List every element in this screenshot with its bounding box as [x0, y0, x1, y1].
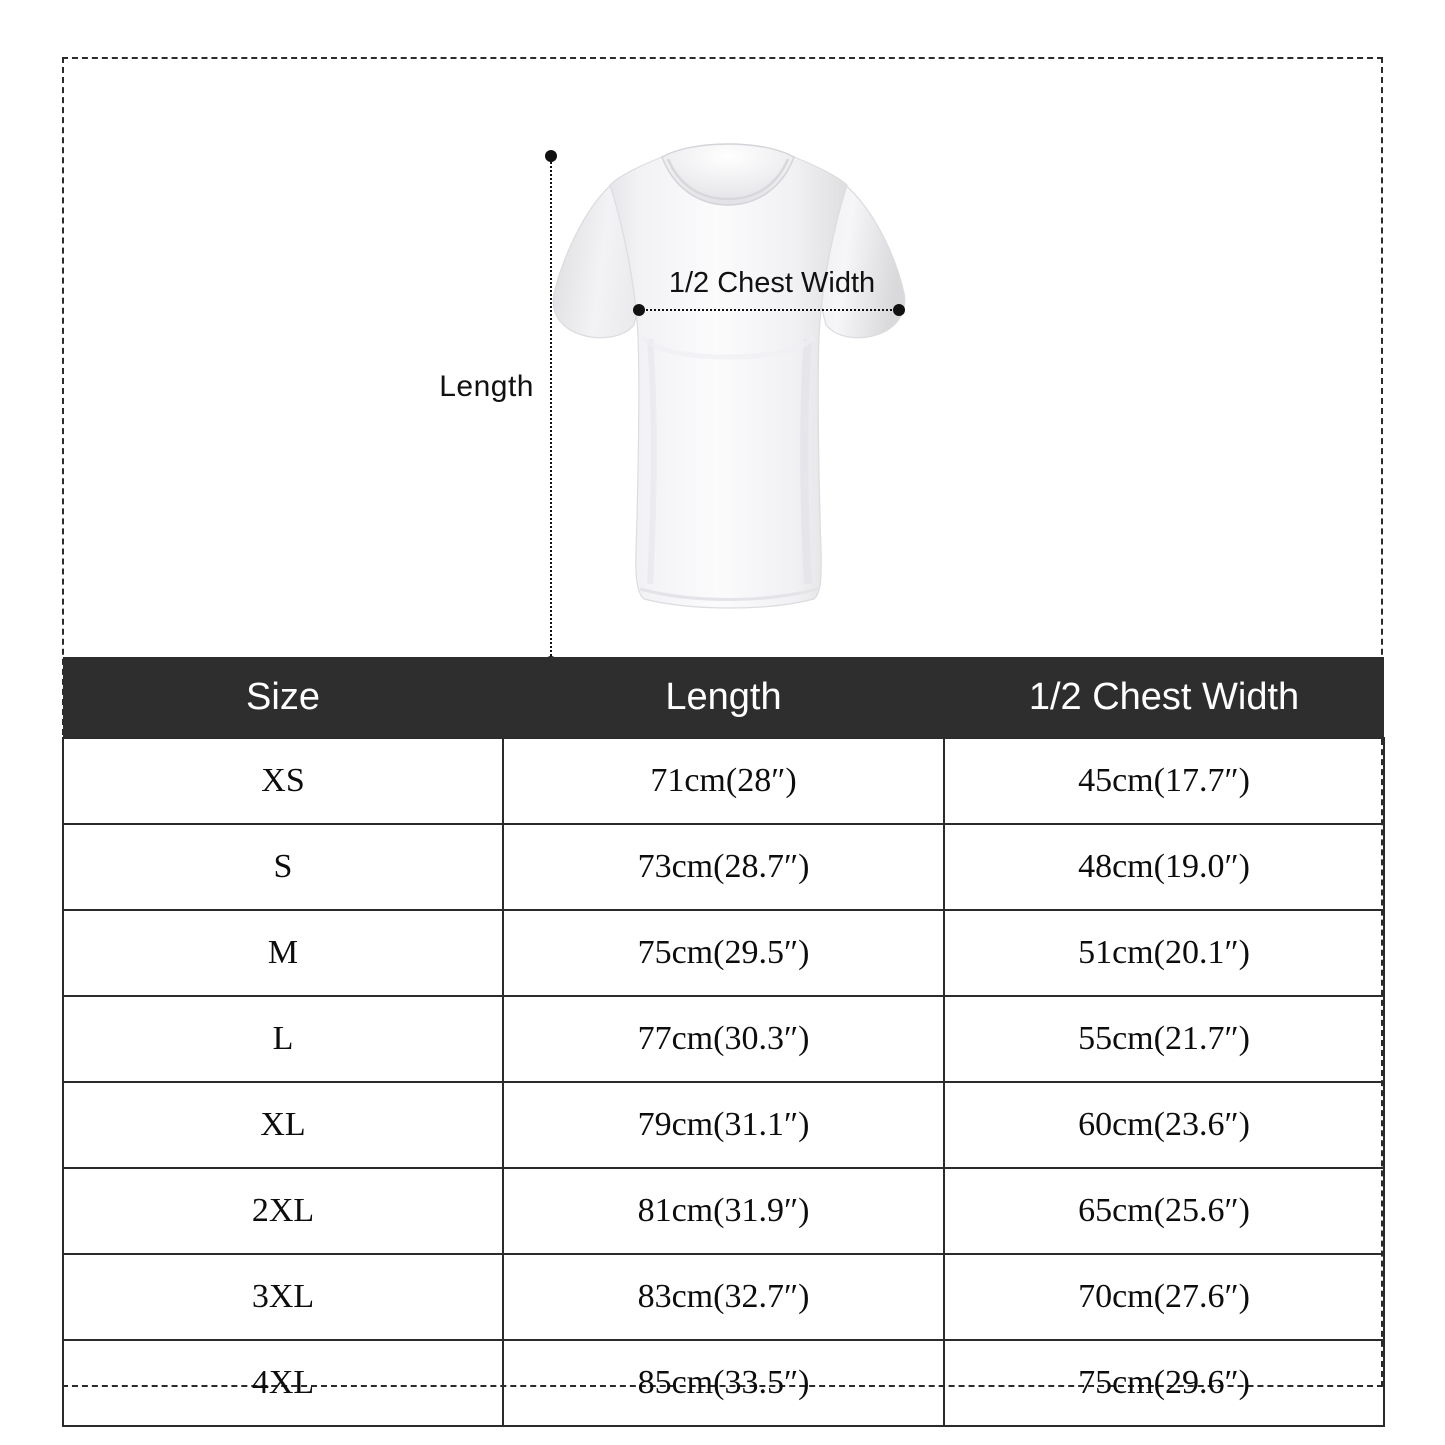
cell-size: L — [63, 996, 503, 1082]
header-chest-width: 1/2 Chest Width — [944, 657, 1384, 738]
cell-chest-width: 70cm(27.6″) — [944, 1254, 1384, 1340]
header-length: Length — [503, 657, 944, 738]
tshirt-illustration — [492, 89, 962, 624]
table-row — [63, 910, 1384, 996]
table-row — [63, 824, 1384, 910]
cell-chest-width: 75cm(29.6″) — [944, 1340, 1384, 1426]
cell-length: 77cm(30.3″) — [503, 996, 944, 1082]
measurement-diagram — [62, 57, 1383, 657]
cell-size: XS — [63, 738, 503, 824]
size-chart-body — [63, 738, 1384, 1426]
cell-length: 79cm(31.1″) — [503, 1082, 944, 1168]
cell-size: 2XL — [63, 1168, 503, 1254]
cell-chest-width: 45cm(17.7″) — [944, 738, 1384, 824]
cell-length: 75cm(29.5″) — [503, 910, 944, 996]
header-size: Size — [63, 657, 503, 738]
cell-size: M — [63, 910, 503, 996]
cell-length: 73cm(28.7″) — [503, 824, 944, 910]
table-row — [63, 1340, 1384, 1426]
table-row — [63, 996, 1384, 1082]
cell-chest-width: 65cm(25.6″) — [944, 1168, 1384, 1254]
size-chart-table — [62, 657, 1385, 1427]
cell-size: 3XL — [63, 1254, 503, 1340]
table-row — [63, 1082, 1384, 1168]
chest-cap-right-dot — [893, 304, 905, 316]
cell-size: XL — [63, 1082, 503, 1168]
length-measure-line — [550, 155, 554, 667]
cell-chest-width: 55cm(21.7″) — [944, 996, 1384, 1082]
table-row — [63, 1168, 1384, 1254]
length-label: Length — [439, 370, 534, 403]
cell-chest-width: 60cm(23.6″) — [944, 1082, 1384, 1168]
cell-chest-width: 48cm(19.0″) — [944, 824, 1384, 910]
cell-length: 83cm(32.7″) — [503, 1254, 944, 1340]
cell-size: S — [63, 824, 503, 910]
table-row — [63, 738, 1384, 824]
cell-size: 4XL — [63, 1340, 503, 1426]
shirt-body — [610, 157, 847, 608]
cell-length: 71cm(28″) — [503, 738, 944, 824]
cell-length: 81cm(31.9″) — [503, 1168, 944, 1254]
chest-width-label: 1/2 Chest Width — [668, 267, 876, 299]
fold-shade-right — [804, 339, 808, 584]
length-cap-top-dot — [545, 150, 557, 162]
table-header-row — [63, 657, 1384, 738]
cell-length: 85cm(33.5″) — [503, 1340, 944, 1426]
chest-cap-left-dot — [633, 304, 645, 316]
size-chart-head — [63, 657, 1384, 738]
table-row — [63, 1254, 1384, 1340]
chest-measure-line — [639, 309, 899, 313]
cell-chest-width: 51cm(20.1″) — [944, 910, 1384, 996]
